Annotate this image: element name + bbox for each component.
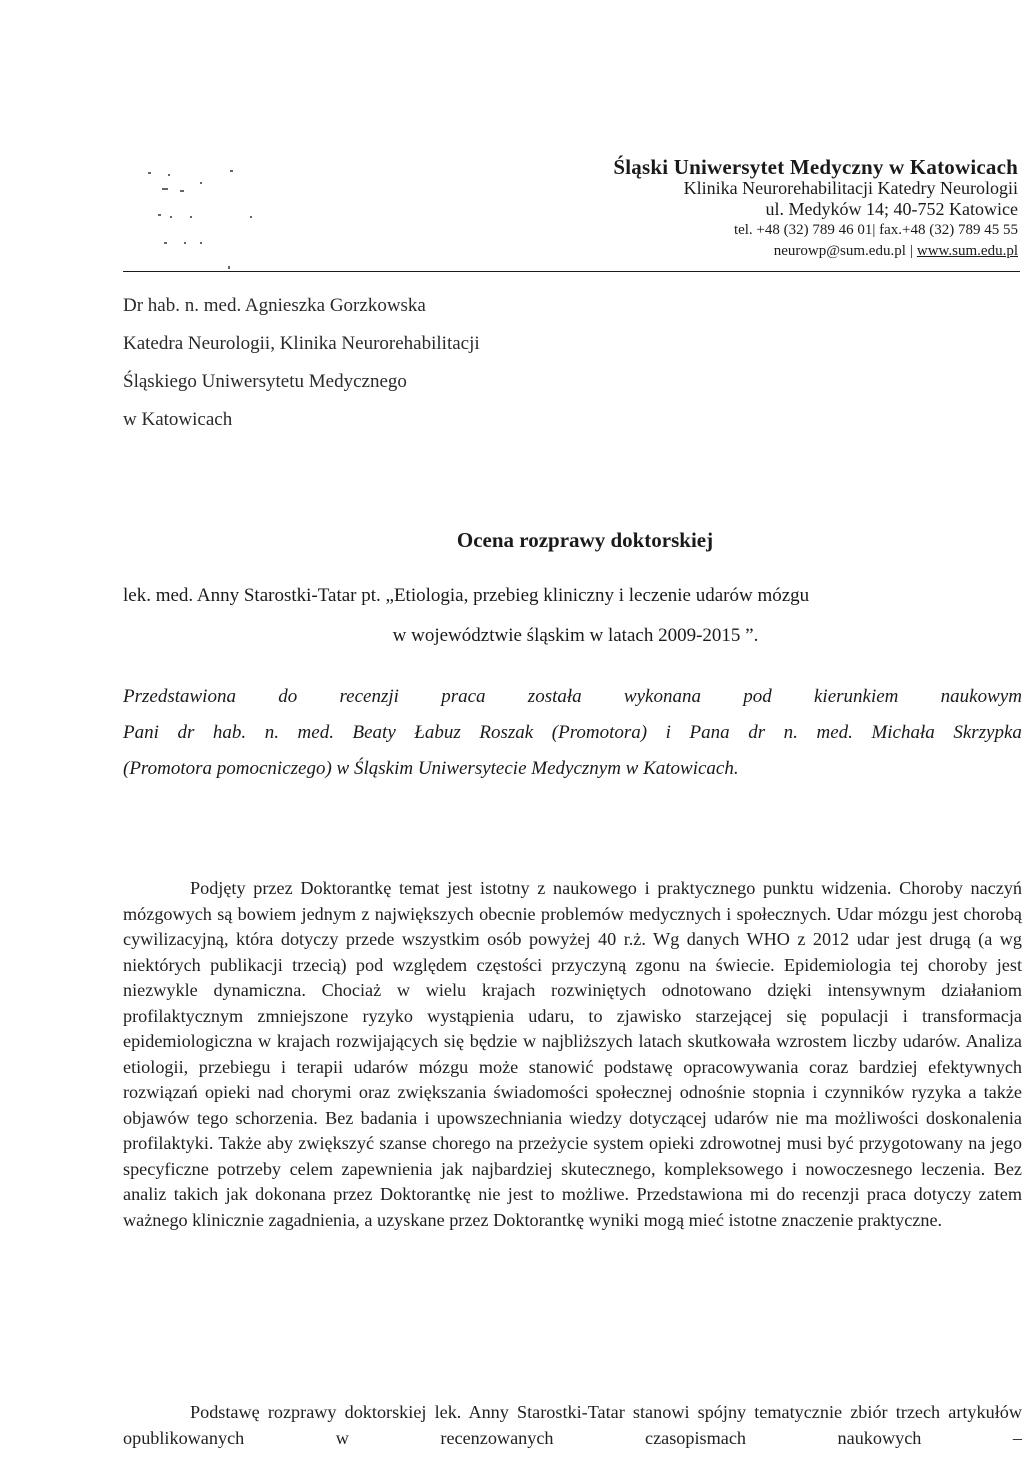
- word: med.: [816, 722, 853, 743]
- word: do: [278, 686, 298, 707]
- paragraph-2: Podstawę rozprawy doktorskiej lek. Anny Starostki-Tatar stanowi spójny tematycznie zbiór trzech artykułów opublikowanych w recenzowanych czasopismach naukowych –: [123, 1402, 1022, 1448]
- thesis-subject: [123, 585, 1022, 646]
- promo-line-2: [123, 720, 1022, 746]
- paragraph-1: Podjęty przez Doktorantkę temat jest istotny z naukowego i praktycznego punktu widzenia. Choroby naczyń mózgowych są bowiem jednym z największych obecnie problemów medycznych i społecznych. Udar mózgu jest chorobą cywilizacyjną, która dotyczy przede wszystkim osób powyżej 40 r.ż. Wg danych WHO z 2012 udar jest drugą (a wg niektórych publikacji trzecią) pod względem częstości przyczyną zgonu na świecie. Epidemiologia tej choroby jest niezwykle dynamiczna. Chociaż w wielu krajach rozwiniętych odnotowano dzięki intensywnym działaniom profilaktycznym zmniejszone ryzyko wystąpienia udaru, to zjawisko starzejącej się populacji i transformacja epidemiologiczna w krajach rozwijających się będzie w najbliższych latach skutkowała wzrostem liczby udarów. Analiza etiologii, przebiegu i terapii udarów mózgu może stanowić podstawę opracowywania coraz bardziej efektywnych rozwiązań opieki nad chorymi oraz zwiększania świadomości społecznej odnośnie stopnia i czynników ryzyka a także objawów tego schorzenia. Bez badania i upowszechniania wiedzy dotyczącej udarów nie ma możliwości doskonalenia profilaktyki. Także aby zwiększyć szanse chorego na przeżycie system opieki zdrowotnej musi być przygotowany na jego specyficzne potrzeby celem zapewnienia jak najbardziej skutecznego, kompleksowego i nowoczesnego leczenia. Bez analiz takich jak dokonana przez Doktorantkę nie jest to możliwe. Przedstawiona mi do recenzji praca dotyczy zatem ważnego klinicznie zagadnienia, a uzyskane przez Doktorantkę wyniki mogą mieć istotne znaczenie praktyczne.: [123, 878, 1022, 1230]
- word: (Promotora): [551, 722, 648, 743]
- author-name: Dr hab. n. med. Agnieszka Gorzkowska: [123, 295, 426, 316]
- contact-separator: |: [909, 243, 913, 259]
- author-block: [123, 287, 480, 439]
- author-department: Katedra Neurologii, Klinika Neurorehabilitacji: [123, 333, 480, 354]
- clinic-name: Klinika Neurorehabilitacji Katedry Neurologii: [683, 178, 1018, 198]
- contact-line: [613, 241, 1018, 262]
- author-city: w Katowicach: [123, 409, 233, 430]
- subject-line-1: lek. med. Anny Starostki-Tatar pt. „Etiologia, przebieg kliniczny i leczenie udarów mózgu: [123, 585, 810, 606]
- website-link[interactable]: www.sum.edu.pl: [916, 243, 1018, 259]
- word: Pani: [123, 722, 159, 743]
- word: recenzji: [339, 686, 399, 707]
- word: pod: [743, 686, 772, 707]
- word: med.: [297, 722, 334, 743]
- word: Przedstawiona: [123, 686, 236, 707]
- address: ul. Medyków 14; 40-752 Katowice: [765, 199, 1018, 219]
- word: Michała: [871, 722, 935, 743]
- word: Pana: [689, 722, 730, 743]
- email: neurowp@sum.edu.pl: [773, 243, 906, 259]
- word: dr: [748, 722, 766, 743]
- word: dr: [177, 722, 195, 743]
- word: została: [527, 686, 582, 707]
- letterhead: [613, 156, 1018, 262]
- document-title: Ocena rozprawy doktorskiej: [456, 528, 714, 552]
- university-logo-icon: [140, 150, 270, 310]
- university-name: Śląski Uniwersytet Medyczny w Katowicach: [613, 155, 1018, 179]
- subject-line-2: w województwie śląskim w latach 2009-2015 ”.: [392, 625, 759, 646]
- word: kierunkiem: [814, 686, 899, 707]
- word: Skrzypka: [953, 722, 1022, 743]
- word: i: [665, 722, 671, 743]
- word: n.: [783, 722, 798, 743]
- word: Beaty: [352, 722, 396, 743]
- phone-fax: tel. +48 (32) 789 46 01| fax.+48 (32) 789 45 55: [733, 222, 1018, 238]
- word: Łabuz: [414, 722, 461, 743]
- word: n.: [264, 722, 279, 743]
- header-divider: [123, 271, 1020, 272]
- supervisors-paragraph: [123, 684, 1022, 792]
- author-university: Śląskiego Uniwersytetu Medycznego: [123, 371, 407, 392]
- word: hab.: [212, 722, 247, 743]
- word: Roszak: [479, 722, 534, 743]
- word: praca: [441, 686, 486, 707]
- promo-line-3: (Promotora pomocniczego) w Śląskim Uniwersytecie Medycznym w Katowicach.: [123, 758, 739, 779]
- word: naukowym: [940, 686, 1022, 707]
- word: wykonana: [623, 686, 701, 707]
- promo-line-1: [123, 684, 1022, 710]
